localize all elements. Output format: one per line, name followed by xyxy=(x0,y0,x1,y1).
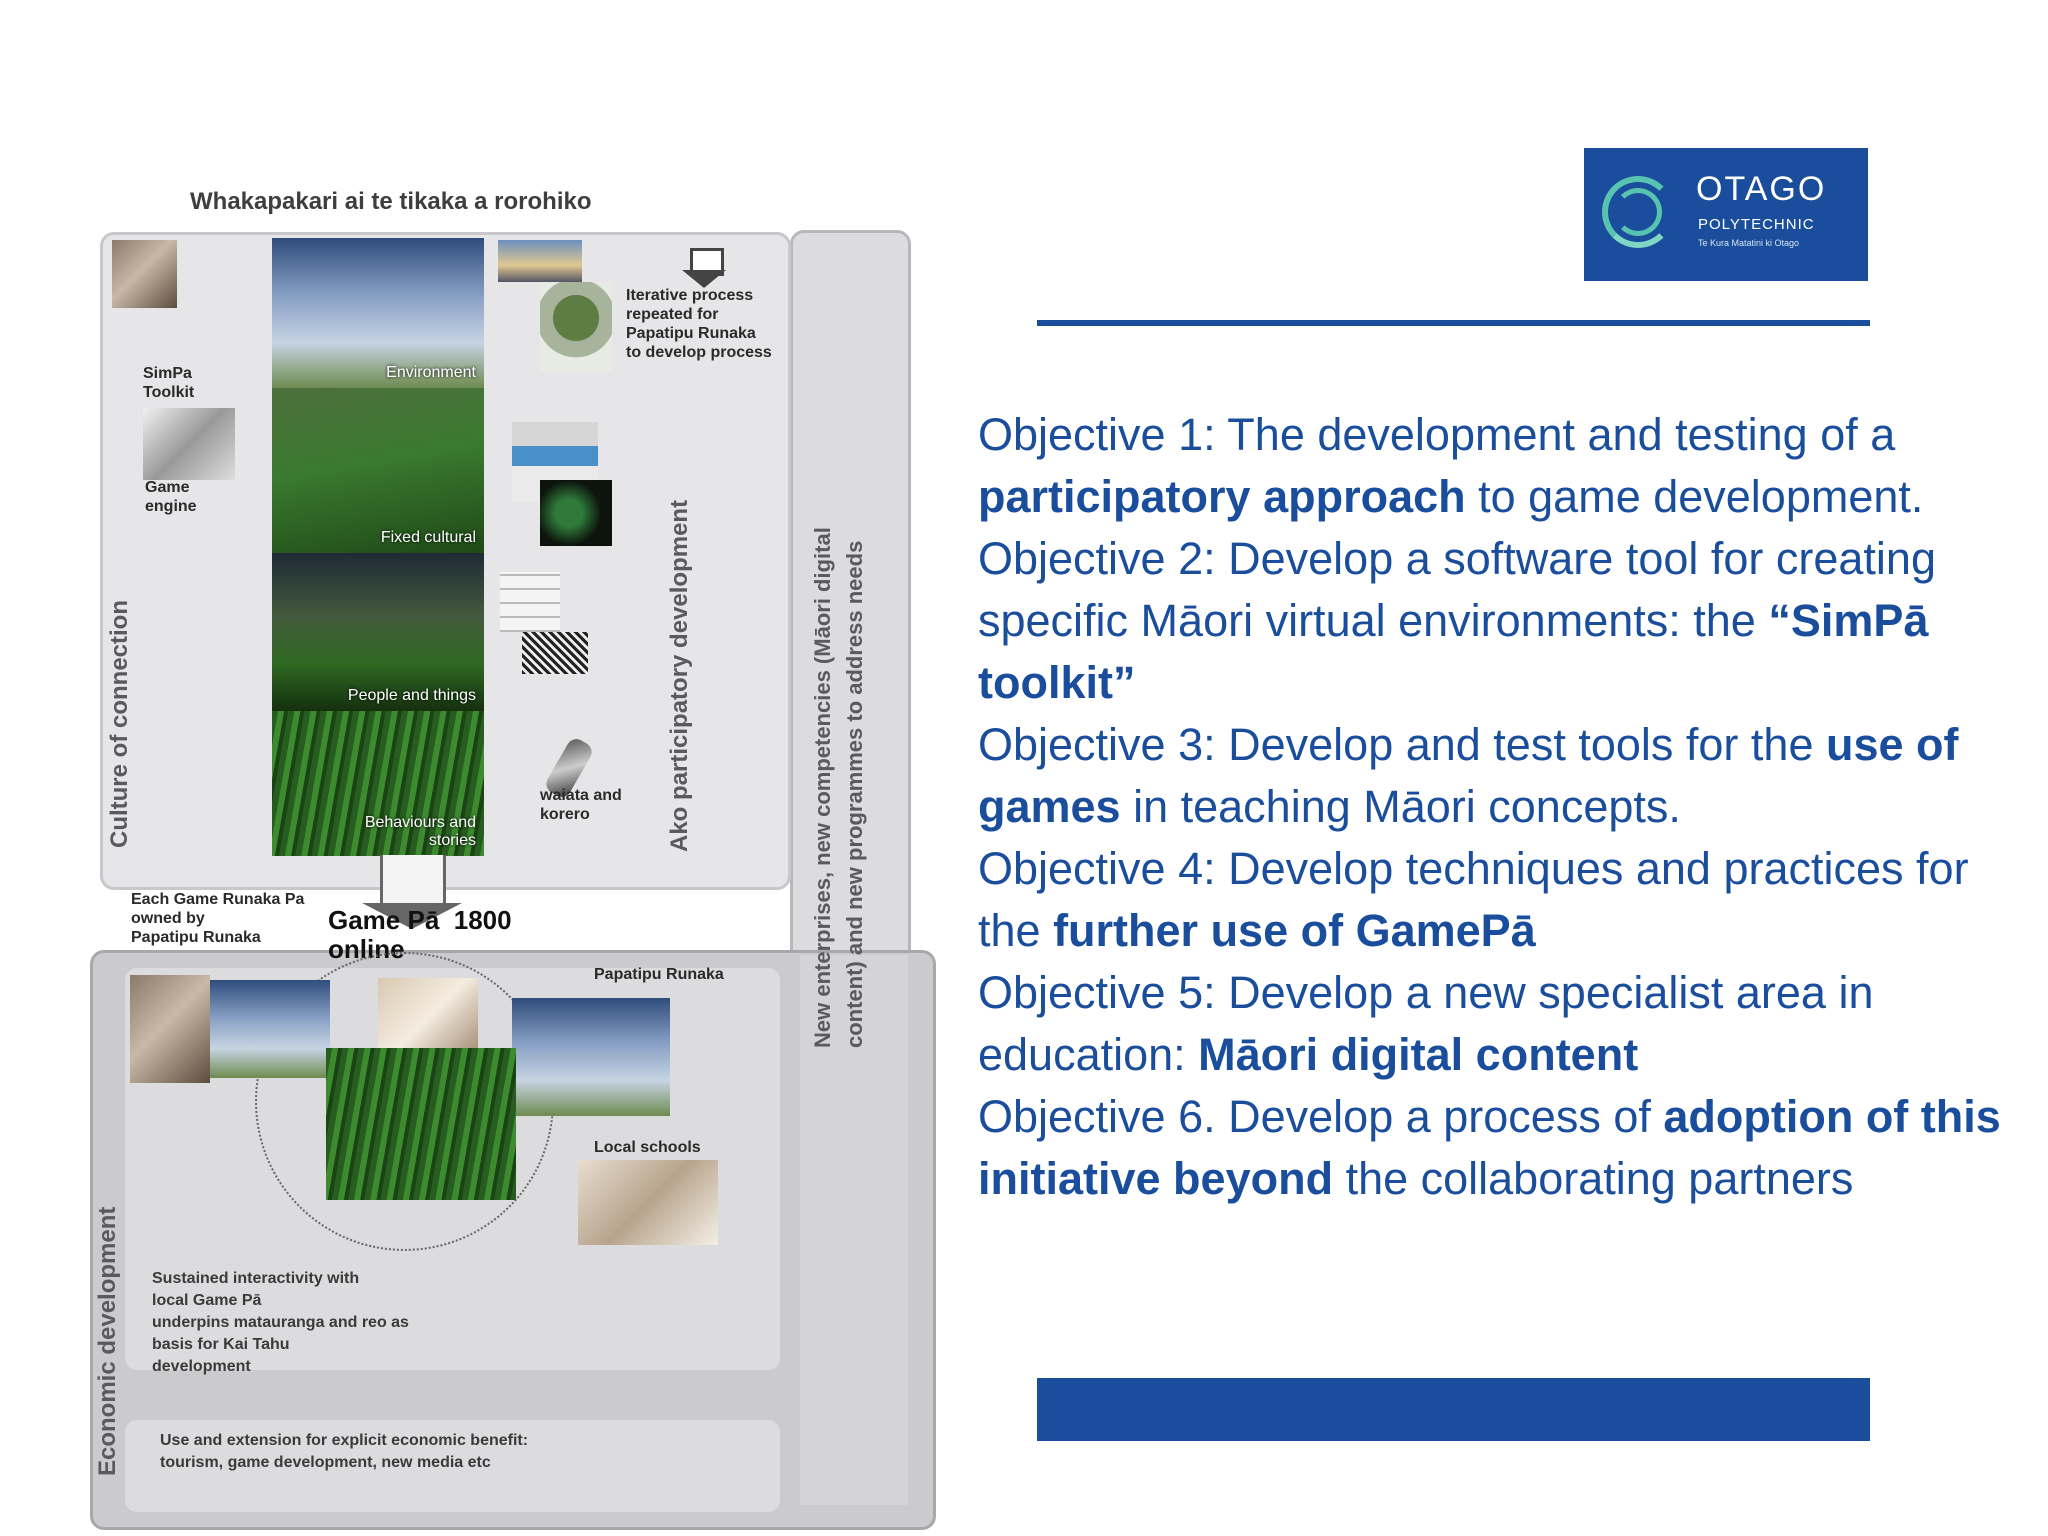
objective-2-text: Objective 2: Develop a software tool for creating specific Māori virtual environments: the xyxy=(978,533,1936,646)
environment-image xyxy=(272,238,484,388)
logo-tagline: Te Kura Matatini ki Otago xyxy=(1698,238,1800,248)
framework-diagram xyxy=(0,0,960,1536)
dark-scene-image xyxy=(540,480,612,546)
caption-environment: Environment xyxy=(386,364,476,381)
objective-6-emphasis: adoption of this initiative beyond xyxy=(978,1091,2001,1204)
bottom-bar xyxy=(1037,1378,1870,1441)
objective-3 xyxy=(978,714,2018,838)
papatipu-runaka-label: Papatipu Runaka xyxy=(594,966,724,983)
objective-5 xyxy=(978,962,2018,1086)
people-photo-2 xyxy=(378,978,478,1058)
objective-1-text: Objective 1: The development and testing of a xyxy=(978,409,1896,460)
local-schools-label: Local schools xyxy=(594,1139,701,1156)
logo-sub: POLYTECHNIC xyxy=(1698,216,1815,233)
schools-photo xyxy=(578,1160,718,1245)
objective-4-text: Objective 4: Develop techniques and practices for the xyxy=(978,843,1969,956)
caption-fixed-cultural: Fixed cultural xyxy=(380,529,476,546)
behaviours-image xyxy=(272,711,484,856)
objective-1-text-end: to game development. xyxy=(1465,471,1924,522)
caption-behaviours: Behaviours and stories xyxy=(364,814,476,849)
objective-6 xyxy=(978,1086,2018,1210)
objective-3-text: Objective 3: Develop and test tools for the xyxy=(978,719,1826,770)
people-and-things-image xyxy=(272,553,484,711)
objective-2-emphasis: “SimPā toolkit” xyxy=(978,595,1929,708)
game-engine-label: Game engine xyxy=(145,479,197,515)
simpa-toolkit-label: SimPa Toolkit xyxy=(143,365,195,401)
tree-image xyxy=(540,282,612,372)
objective-1-emphasis: participatory approach xyxy=(978,471,1466,522)
iterative-process-label: Iterative process repeated for Papatipu Runaka to develop process xyxy=(626,287,772,361)
objective-2 xyxy=(978,528,2018,714)
portrait-image xyxy=(112,240,177,308)
objective-5-emphasis: Māori digital content xyxy=(1198,1029,1639,1080)
logo-inner-swirl-icon xyxy=(1614,188,1662,236)
label-new-enterprises-1: New enterprises, new competencies (Māori digital xyxy=(810,527,835,1048)
caption-people-and-things: People and things xyxy=(347,687,476,704)
landscape-thumb xyxy=(498,240,582,282)
label-culture-of-connection: Culture of connection xyxy=(106,600,133,848)
objective-1 xyxy=(978,404,2018,528)
top-divider xyxy=(1037,320,1870,326)
objectives-list xyxy=(978,404,2018,1210)
pattern-image xyxy=(522,632,588,674)
fixed-cultural-image xyxy=(272,388,484,553)
connector-stem xyxy=(380,855,446,905)
objective-4 xyxy=(978,838,2018,962)
label-new-enterprises-2: content) and new programmes to address needs xyxy=(842,540,867,1048)
waiata-korero-label: waiata and korero xyxy=(540,787,622,823)
people-photo-1 xyxy=(130,975,210,1083)
objective-6-text: Objective 6. Develop a process of xyxy=(978,1091,1664,1142)
hill-scene-image xyxy=(512,998,670,1116)
objective-6-text-end: the collaborating partners xyxy=(1333,1153,1854,1204)
toolkit-image xyxy=(143,408,235,480)
each-game-runaka-label: Each Game Runaka Pa owned by Papatipu Runaka xyxy=(131,891,305,946)
objective-4-emphasis: further use of GamePā xyxy=(1053,905,1536,956)
label-economic-development: Economic development xyxy=(94,1206,121,1476)
logo-name: OTAGO xyxy=(1696,170,1827,208)
game-pa-online-label: Game Pā 1800 online xyxy=(328,905,512,964)
label-ako-participatory: Ako participatory development xyxy=(666,499,693,852)
sketch-image xyxy=(500,572,560,632)
economic-benefit-text: Use and extension for explicit economic benefit: tourism, game development, new media etc xyxy=(160,1432,529,1471)
diagram-title: Whakapakari ai te tikaka a rorohiko xyxy=(190,188,592,215)
objective-3-emphasis: use of games xyxy=(978,719,1959,832)
grass-scene-image xyxy=(326,1048,516,1200)
objective-5-text: Objective 5: Develop a new specialist area in education: xyxy=(978,967,1874,1080)
sky-scene-image xyxy=(210,980,330,1078)
sustained-interactivity-text: Sustained interactivity with local Game Pā underpins matauranga and reo as basis for Kai Tahu development xyxy=(152,1270,409,1375)
objective-3-text-end: in teaching Māori concepts. xyxy=(1120,781,1681,832)
otago-polytechnic-logo xyxy=(1584,148,1868,281)
